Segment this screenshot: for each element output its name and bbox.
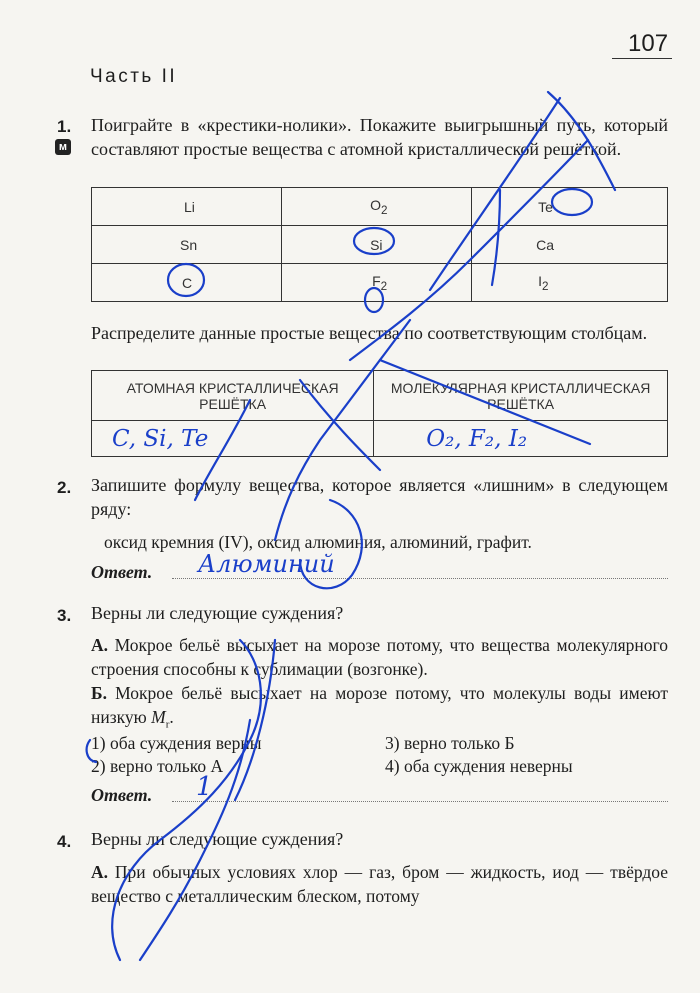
q4-text: Верны ли следующие суждения? [91,829,344,849]
q4-statement-a: А. При обычных условиях хлор — газ, бром — жидкость, иод — твёрдое вещество с металлическим блеском, потому [91,862,669,906]
grid-cell[interactable]: Si [282,226,472,264]
q1-text: Поиграйте в «крестики-нолики». Покажите выигрышный путь, который составляют простые вещества с атомной кристаллической решёткой. [91,115,668,159]
q1-number: 1. [57,117,72,136]
grid-cell[interactable]: Sn [92,226,282,264]
q3-statement-a: А. Мокрое бельё высыхает на морозе потому, что вещества молекулярного строения способны к сублимации (возгонке). [91,635,669,679]
grid-cell[interactable]: $O_2$ [282,188,472,226]
ink-circle-si [354,228,394,254]
grid-cell[interactable]: Ca [472,226,668,264]
q3-answer-label: Ответ. [91,785,153,805]
q3-option-4[interactable]: 4) оба суждения неверны [385,756,573,776]
col-atomic-header: АТОМНАЯ КРИСТАЛЛИЧЕСКАЯ РЕШЁТКА [92,371,374,421]
grid-cell[interactable]: Li [92,188,282,226]
q3-option-1[interactable]: 1) оба суждения верны [91,733,262,753]
q2-answer-label: Ответ. [91,562,153,582]
q3-answer[interactable]: 1 [196,772,213,802]
q3-option-3[interactable]: 3) верно только Б [385,733,515,753]
q2-answer[interactable]: Алюминий [198,550,335,578]
ink-stroke [548,92,615,190]
grid-cell[interactable]: $F_2$ [282,264,472,302]
page-number: 107 [628,30,669,57]
q3-number: 3. [57,606,72,625]
ink-stroke [112,640,261,960]
ink-stroke [380,360,590,444]
q2-number: 2. [57,478,72,497]
ink-stroke [195,400,250,500]
part-title: Часть II [90,66,178,87]
q3-option-2[interactable]: 2) верно только А [91,756,224,776]
ink-stroke [140,720,250,960]
method-badge-icon: м [55,139,71,155]
col-molecular-header: МОЛЕКУЛЯРНАЯ КРИСТАЛЛИЧЕСКАЯ РЕШЁТКА [374,371,668,421]
grid-cell[interactable]: $I_2$ [472,264,668,302]
q2-text: Запишите формулу вещества, которое является «лишним» в следующем ряду: [91,475,668,519]
q1-distribute-text: Распределите данные простые вещества по соответствующим столбцам. [91,323,648,343]
ink-stroke [87,740,96,762]
ink-mark-o [365,288,383,312]
ink-stroke [300,380,380,470]
q3-statement-b: Б. Мокрое бельё высыхает на морозе потому, что молекулы воды имеют низкую $M_r$. [91,683,668,731]
q3-text: Верны ли следующие суждения? [91,603,344,623]
grid-cell[interactable]: Te [472,188,668,226]
col-molecular-answer[interactable]: O₂, F₂, I₂ [374,421,668,457]
q2-series: оксид кремния (IV), оксид алюминия, алюминий, графит. [104,532,532,552]
ink-circle-c [168,264,204,296]
ink-stroke [300,500,362,588]
col-atomic-answer[interactable]: C, Si, Te [92,421,374,457]
ink-stroke [350,140,588,360]
grid-cell[interactable]: C [92,264,282,302]
ink-circle-te [552,189,592,215]
q4-number: 4. [57,832,72,851]
